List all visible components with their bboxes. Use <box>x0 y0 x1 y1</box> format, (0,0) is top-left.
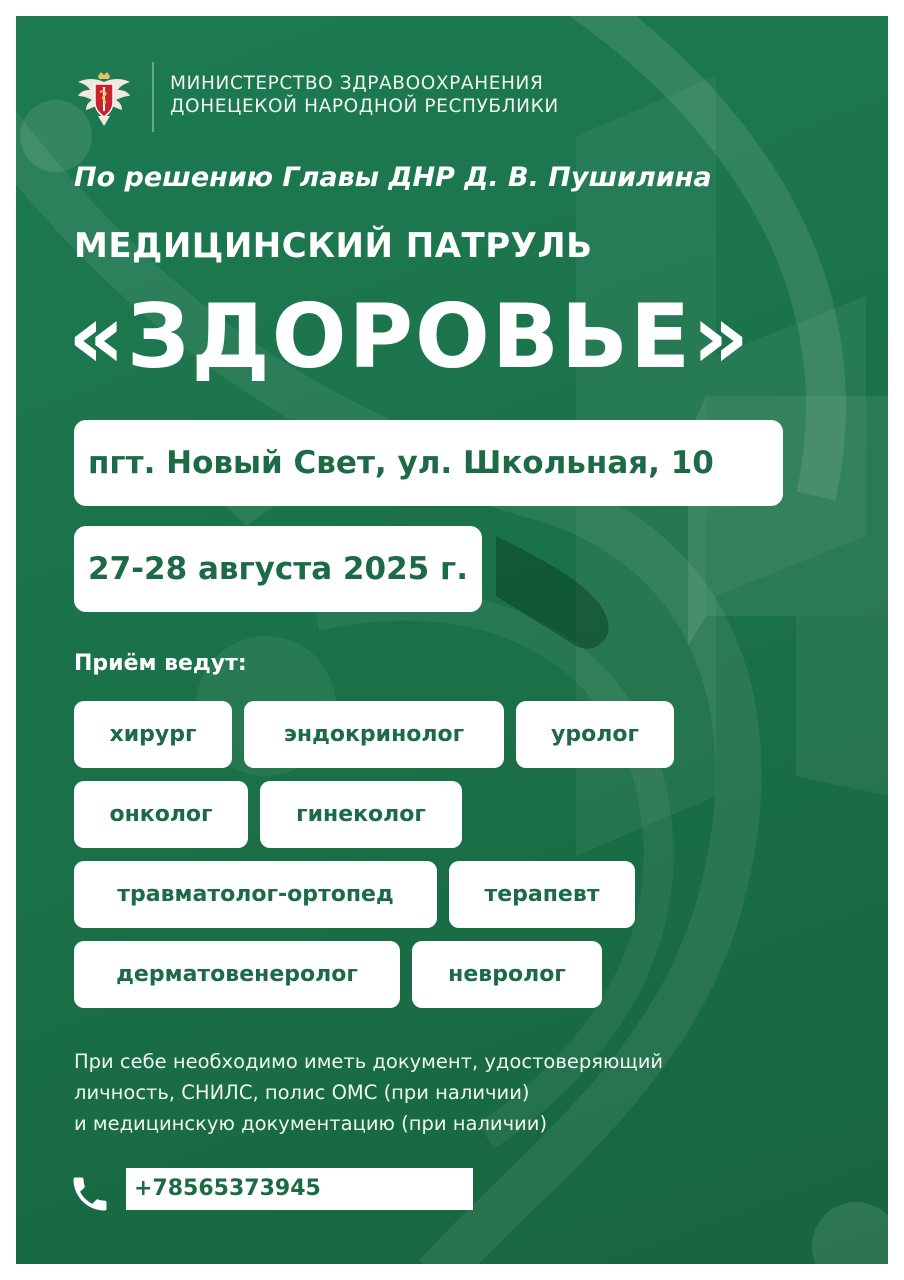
patrol-title: МЕДИЦИНСКИЙ ПАТРУЛЬ <box>74 226 593 266</box>
specialist-chip: хирург <box>74 701 232 768</box>
reception-label: Приём ведут: <box>74 651 247 676</box>
address-text: пгт. Новый Свет, ул. Школьная, 10 <box>88 445 714 481</box>
specialist-chip: дерматовенеролог <box>74 941 400 1008</box>
specialist-chip: терапевт <box>449 861 635 928</box>
decision-subtitle: По решению Главы ДНР Д. В. Пушилина <box>74 162 712 193</box>
phone-box <box>126 1168 473 1210</box>
specialist-chip: онколог <box>74 781 248 848</box>
phone-icon <box>68 1172 112 1216</box>
note-line-2: личность, СНИЛС, полис ОМС (при наличии) <box>74 1081 530 1104</box>
poster <box>16 16 888 1264</box>
ministry-line-2: ДОНЕЦЕКОЙ НАРОДНОЙ РЕСПУБЛИКИ <box>170 96 559 117</box>
documents-note <box>74 1046 663 1139</box>
ministry-name <box>170 72 559 118</box>
specialist-chip: гинеколог <box>260 781 462 848</box>
patrol-name: «ЗДОРОВЬЕ» <box>68 285 751 388</box>
date-box <box>74 526 482 612</box>
ministry-line-1: МИНИСТЕРСТВО ЗДРАВООХРАНЕНИЯ <box>170 73 544 94</box>
dnr-health-emblem-icon <box>74 68 134 128</box>
specialist-chip: уролог <box>516 701 674 768</box>
date-text: 27-28 августа 2025 г. <box>88 551 468 587</box>
header-divider <box>152 62 154 132</box>
header <box>74 68 714 130</box>
specialist-chip: травматолог-ортопед <box>74 861 437 928</box>
note-line-3: и медицинскую документацию (при наличии) <box>74 1112 548 1135</box>
address-box <box>74 420 783 506</box>
specialist-chip: эндокринолог <box>244 701 504 768</box>
phone-number[interactable]: +78565373945 <box>134 1176 321 1201</box>
note-line-1: При себе необходимо иметь документ, удостоверяющий <box>74 1050 664 1073</box>
specialist-chip: невролог <box>412 941 602 1008</box>
